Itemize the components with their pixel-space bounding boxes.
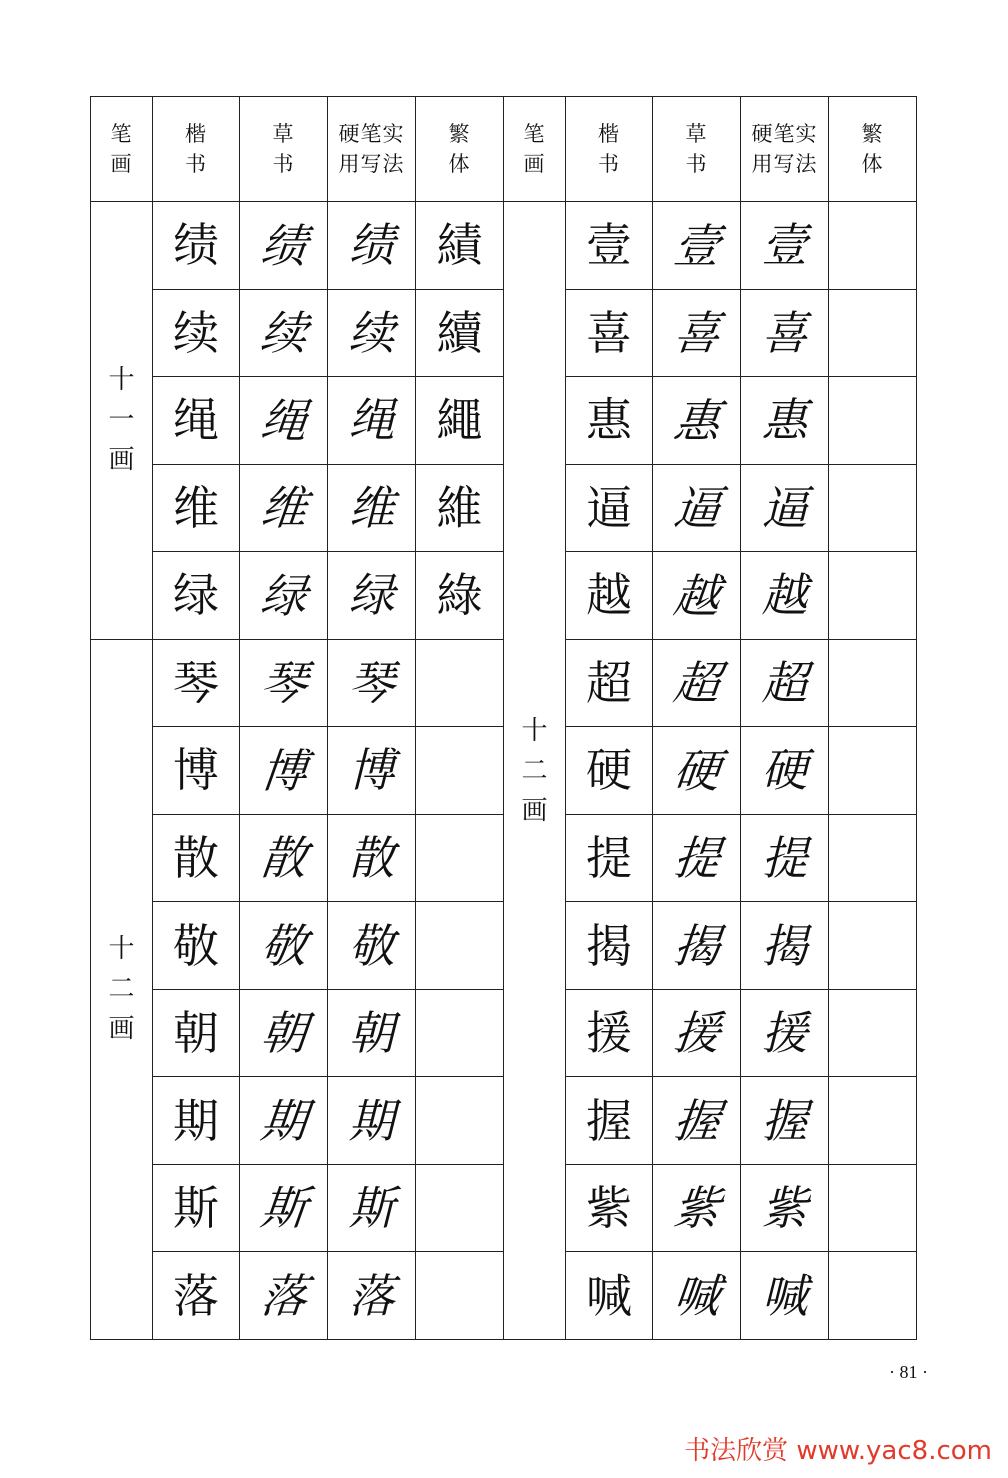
caoshu-cell: 博: [235, 727, 332, 815]
caoshu-cell: 逼: [648, 464, 745, 552]
traditional-cell: [416, 989, 504, 1077]
table-row: [504, 1164, 917, 1252]
kaishu-cell: 提: [566, 814, 653, 902]
caoshu-cell: 援: [648, 989, 745, 1077]
table-row: [91, 902, 504, 990]
traditional-cell: [416, 814, 504, 902]
traditional-cell: [829, 989, 917, 1077]
kaishu-cell: 紫: [566, 1164, 653, 1252]
caoshu-cell: 提: [648, 814, 745, 902]
kaishu-cell: 绳: [153, 377, 240, 465]
table-row: [91, 814, 504, 902]
kaishu-cell: 喜: [566, 289, 653, 377]
practical-cell: 续: [328, 289, 416, 377]
practical-cell: 硬: [741, 727, 829, 815]
caoshu-cell: 揭: [648, 902, 745, 990]
practical-cell: 援: [741, 989, 829, 1077]
table-row: [91, 202, 504, 290]
table-row: [91, 1252, 504, 1340]
table-row: [504, 989, 917, 1077]
header-traditional: 繁 体: [416, 97, 504, 202]
header-stroke-count: 笔 画: [504, 97, 566, 202]
header-kaishu: 楷 书: [566, 97, 653, 202]
caoshu-cell: 喊: [648, 1252, 745, 1340]
caoshu-cell: 越: [648, 552, 745, 640]
kaishu-cell: 朝: [153, 989, 240, 1077]
practical-cell: 琴: [328, 639, 416, 727]
traditional-cell: [416, 639, 504, 727]
caoshu-cell: 绳: [235, 377, 332, 465]
traditional-cell: [416, 1164, 504, 1252]
caoshu-cell: 握: [648, 1077, 745, 1165]
kaishu-cell: 援: [566, 989, 653, 1077]
practical-cell: 握: [741, 1077, 829, 1165]
table-row: [504, 289, 917, 377]
practical-cell: 提: [741, 814, 829, 902]
practical-cell: 绳: [328, 377, 416, 465]
practical-cell: 超: [741, 639, 829, 727]
table-row: [504, 814, 917, 902]
practical-cell: 惠: [741, 377, 829, 465]
traditional-cell: [829, 727, 917, 815]
kaishu-cell: 硬: [566, 727, 653, 815]
stroke-group-label: 十 二 画: [504, 202, 566, 1340]
kaishu-cell: 壹: [566, 202, 653, 290]
header-stroke-count: 笔 画: [91, 97, 153, 202]
kaishu-cell: 揭: [566, 902, 653, 990]
kaishu-cell: 逼: [566, 464, 653, 552]
traditional-cell: [829, 552, 917, 640]
traditional-cell: 綠: [416, 552, 504, 640]
table-row: [504, 902, 917, 990]
kaishu-cell: 握: [566, 1077, 653, 1165]
caoshu-cell: 落: [235, 1252, 332, 1340]
practical-cell: 绿: [328, 552, 416, 640]
caoshu-cell: 琴: [235, 639, 332, 727]
site-watermark: 书法欣赏 www.yac8.com: [684, 1436, 992, 1466]
practical-cell: 散: [328, 814, 416, 902]
table-row: [504, 464, 917, 552]
table-row: [91, 464, 504, 552]
practical-cell: 揭: [741, 902, 829, 990]
table-row: [91, 377, 504, 465]
kaishu-cell: 惠: [566, 377, 653, 465]
traditional-cell: [829, 639, 917, 727]
table-row: [91, 639, 504, 727]
table-row: [91, 727, 504, 815]
caoshu-cell: 续: [235, 289, 332, 377]
table-row: [91, 1164, 504, 1252]
right-table: [503, 96, 917, 1340]
traditional-cell: [829, 464, 917, 552]
practical-cell: 期: [328, 1077, 416, 1165]
traditional-cell: 維: [416, 464, 504, 552]
kaishu-cell: 喊: [566, 1252, 653, 1340]
header-caoshu: 草 书: [653, 97, 741, 202]
practical-cell: 壹: [741, 202, 829, 290]
traditional-cell: [829, 202, 917, 290]
table-row: [91, 289, 504, 377]
table-row: [504, 202, 917, 290]
traditional-cell: [829, 814, 917, 902]
kaishu-cell: 期: [153, 1077, 240, 1165]
kaishu-cell: 续: [153, 289, 240, 377]
caoshu-cell: 紫: [648, 1164, 745, 1252]
practical-cell: 喊: [741, 1252, 829, 1340]
practical-cell: 博: [328, 727, 416, 815]
left-table: [90, 96, 504, 1340]
caoshu-cell: 朝: [235, 989, 332, 1077]
kaishu-cell: 维: [153, 464, 240, 552]
kaishu-cell: 博: [153, 727, 240, 815]
practical-cell: 喜: [741, 289, 829, 377]
character-table: [90, 96, 916, 1340]
traditional-cell: 績: [416, 202, 504, 290]
caoshu-cell: 散: [235, 814, 332, 902]
kaishu-cell: 散: [153, 814, 240, 902]
table-row: [91, 1077, 504, 1165]
practical-cell: 紫: [741, 1164, 829, 1252]
practical-cell: 敬: [328, 902, 416, 990]
table-row: [91, 552, 504, 640]
stroke-group-label: 十 二 画: [91, 639, 153, 1339]
header-row: [504, 97, 917, 202]
header-practical: 硬笔实 用写法: [328, 97, 416, 202]
traditional-cell: 續: [416, 289, 504, 377]
traditional-cell: [416, 727, 504, 815]
page-number: · 81 ·: [889, 1362, 928, 1382]
table-row: [504, 639, 917, 727]
traditional-cell: [829, 1252, 917, 1340]
kaishu-cell: 绿: [153, 552, 240, 640]
header-kaishu: 楷 书: [153, 97, 240, 202]
traditional-cell: [416, 1077, 504, 1165]
caoshu-cell: 超: [648, 639, 745, 727]
practical-cell: 维: [328, 464, 416, 552]
header-row: [91, 97, 504, 202]
caoshu-cell: 斯: [235, 1164, 332, 1252]
practical-cell: 越: [741, 552, 829, 640]
caoshu-cell: 绿: [235, 552, 332, 640]
traditional-cell: [829, 1164, 917, 1252]
kaishu-cell: 超: [566, 639, 653, 727]
caoshu-cell: 敬: [235, 902, 332, 990]
practical-cell: 逼: [741, 464, 829, 552]
practical-cell: 绩: [328, 202, 416, 290]
caoshu-cell: 喜: [648, 289, 745, 377]
table-row: [504, 1252, 917, 1340]
kaishu-cell: 绩: [153, 202, 240, 290]
practical-cell: 落: [328, 1252, 416, 1340]
caoshu-cell: 惠: [648, 377, 745, 465]
table-row: [504, 1077, 917, 1165]
traditional-cell: [829, 902, 917, 990]
traditional-cell: [416, 902, 504, 990]
caoshu-cell: 硬: [648, 727, 745, 815]
kaishu-cell: 斯: [153, 1164, 240, 1252]
table-row: [91, 989, 504, 1077]
traditional-cell: [829, 1077, 917, 1165]
caoshu-cell: 期: [235, 1077, 332, 1165]
traditional-cell: [829, 289, 917, 377]
caoshu-cell: 壹: [648, 202, 745, 290]
practical-cell: 朝: [328, 989, 416, 1077]
traditional-cell: 繩: [416, 377, 504, 465]
stroke-group-label: 十 一 画: [91, 202, 153, 640]
kaishu-cell: 敬: [153, 902, 240, 990]
kaishu-cell: 越: [566, 552, 653, 640]
header-caoshu: 草 书: [240, 97, 328, 202]
traditional-cell: [829, 377, 917, 465]
traditional-cell: [416, 1252, 504, 1340]
kaishu-cell: 琴: [153, 639, 240, 727]
caoshu-cell: 绩: [235, 202, 332, 290]
practical-cell: 斯: [328, 1164, 416, 1252]
caoshu-cell: 维: [235, 464, 332, 552]
table-row: [504, 727, 917, 815]
table-row: [504, 377, 917, 465]
kaishu-cell: 落: [153, 1252, 240, 1340]
header-traditional: 繁 体: [829, 97, 917, 202]
header-practical: 硬笔实 用写法: [741, 97, 829, 202]
table-row: [504, 552, 917, 640]
